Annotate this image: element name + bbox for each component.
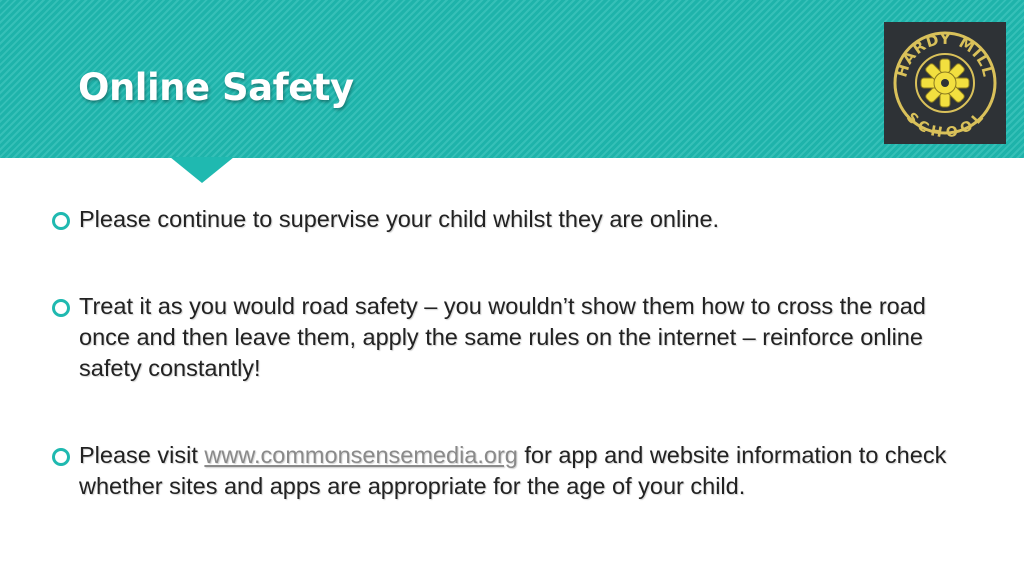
school-logo xyxy=(884,22,1006,144)
bullet-item xyxy=(50,204,979,235)
svg-text:SCHOOL: SCHOOL xyxy=(902,109,988,142)
banner-notch xyxy=(170,157,234,183)
bullet-text: Treat it as you would road safety – you wouldn’t show them how to cross the road once and then leave them, apply the same rules on the internet – reinforce online safety constantly! xyxy=(79,293,926,381)
bullet-circle-icon xyxy=(52,448,70,466)
bullet-item xyxy=(50,440,979,502)
bullet-circle-icon xyxy=(52,212,70,230)
bullet-text-suffix: for app and website information to check whether sites and apps are appropriate for the age of your child. xyxy=(79,442,947,499)
page-title: Online Safety xyxy=(78,66,354,109)
bullet-text-prefix: Please visit xyxy=(79,442,205,468)
bullet-item xyxy=(50,291,979,384)
commonsensemedia-link[interactable]: www.commonsensemedia.org xyxy=(204,442,518,468)
school-crest-icon xyxy=(884,22,1006,144)
bullet-text: Please continue to supervise your child whilst they are online. xyxy=(79,206,720,232)
svg-text:HARDY MILL: HARDY MILL xyxy=(892,29,998,80)
bullet-circle-icon xyxy=(52,299,70,317)
